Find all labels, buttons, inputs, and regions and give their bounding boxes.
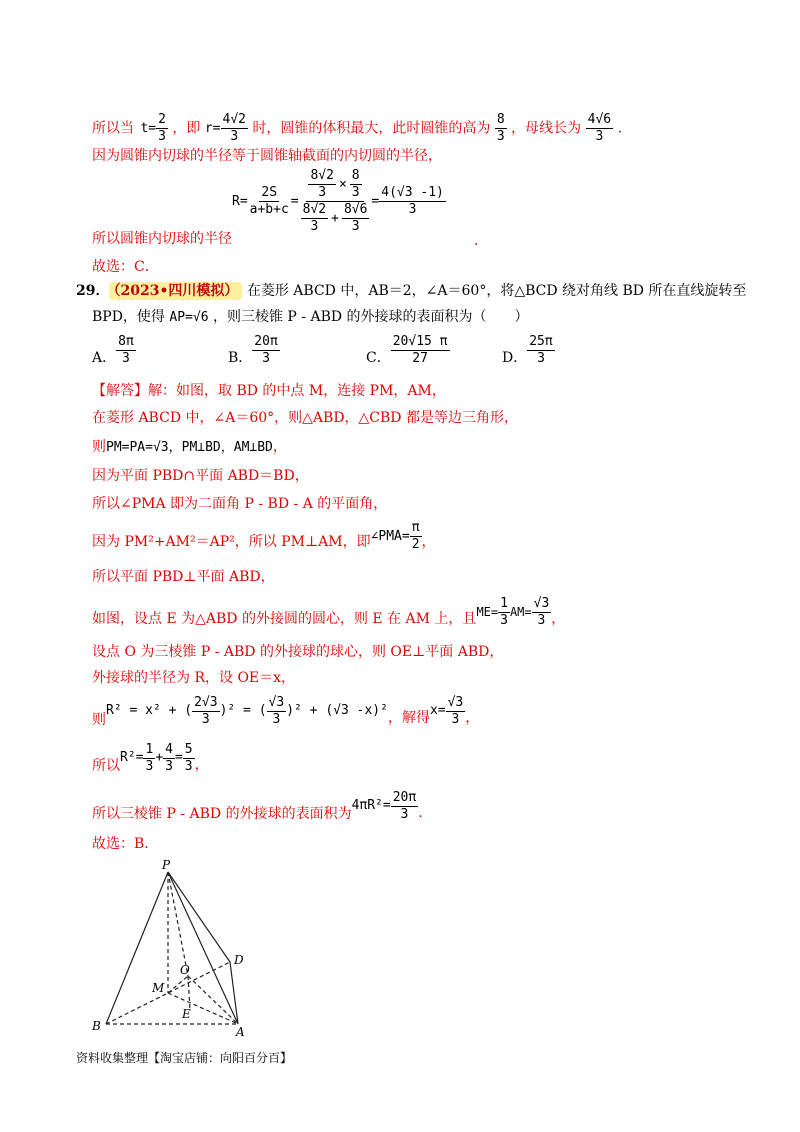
math: =	[174, 750, 183, 765]
solution-line-13	[92, 788, 423, 824]
big-den	[299, 202, 372, 235]
question-29-stem-1	[76, 281, 746, 301]
den: 3	[318, 185, 327, 200]
solution-line-12	[92, 740, 209, 776]
den: 3	[201, 711, 210, 727]
text: 所以三棱锥 P - ABD 的外接球的表面积为	[92, 806, 352, 822]
l-fraction	[586, 112, 613, 145]
t-label: t=	[140, 120, 157, 136]
option-label: B．	[228, 350, 253, 366]
frac	[391, 790, 418, 823]
text: 则	[92, 712, 106, 728]
den: 3	[496, 129, 505, 144]
big-num	[306, 168, 363, 202]
den: 3	[537, 350, 545, 366]
edge-PO	[168, 872, 188, 976]
option-c[interactable]	[366, 333, 450, 367]
footer-note: 资料收集整理【淘宝店铺：向阳百分百】	[76, 1051, 293, 1065]
num: √3	[447, 694, 464, 710]
option-label: A．	[92, 350, 117, 366]
frac	[379, 185, 446, 218]
text: 因为 PM²+AM²＝AP²，所以 PM⊥AM，即	[92, 534, 371, 550]
den: 3	[408, 202, 417, 217]
math: R²=	[120, 750, 144, 765]
solution-line-9: 设点 O 为三棱锥 P - ABD 的外接球的球心，则 OE⊥平面 ABD，	[92, 644, 504, 660]
frac	[391, 334, 450, 367]
den: 3	[537, 612, 546, 628]
text: 所以当	[92, 120, 134, 137]
text: =	[290, 194, 299, 209]
den: 3	[310, 219, 319, 234]
den: 3	[122, 350, 130, 366]
den: 3	[230, 129, 239, 144]
h-fraction	[495, 112, 507, 145]
label-M: M	[152, 981, 165, 995]
math: )² = (	[219, 703, 267, 718]
edge-OA	[188, 976, 238, 1024]
frac	[527, 334, 554, 367]
label-P: P	[162, 858, 171, 872]
text: ，母线长为	[511, 120, 582, 137]
solution-line-6	[92, 518, 436, 554]
frac	[532, 596, 552, 629]
text: 时，圆锥的体积最大，此时圆锥的高为	[252, 120, 491, 137]
frac	[308, 168, 335, 201]
source-badge: （2023•四川模拟）	[109, 282, 242, 300]
R-formula	[232, 168, 446, 235]
den: 3	[351, 185, 360, 200]
option-d[interactable]	[502, 333, 555, 367]
den: 3	[351, 219, 360, 234]
frac	[221, 112, 248, 145]
den: 3	[500, 612, 508, 628]
den: 3	[400, 806, 409, 822]
math: +	[155, 750, 164, 765]
question-number: 29．	[76, 283, 110, 299]
text: 则	[92, 439, 106, 455]
text: ，	[421, 534, 436, 550]
text: 所以	[92, 758, 120, 774]
den: 3	[145, 758, 154, 774]
text: .	[617, 120, 623, 137]
edge-MA	[168, 993, 238, 1024]
edge-MO	[168, 976, 188, 993]
frac	[116, 334, 136, 367]
label-O: O	[180, 963, 190, 977]
edge-PD	[168, 872, 230, 962]
solution-line-8	[92, 594, 565, 630]
r-label: r=	[204, 120, 221, 136]
num: 4(√3 -1)	[381, 185, 444, 200]
frac	[192, 695, 219, 728]
label-E: E	[182, 1007, 191, 1021]
solution-line-14: 故选：B．	[92, 836, 159, 852]
num: 8π	[118, 333, 134, 349]
num: 4	[165, 741, 173, 757]
text: R=	[232, 194, 248, 209]
num: 2S	[261, 185, 278, 200]
frac	[267, 695, 287, 728]
num: 8√2	[310, 168, 334, 183]
den: a+b+c	[249, 202, 289, 217]
den: 2	[411, 536, 420, 552]
solution-line-1: 【解答】解：如图，取 BD 的中点 M，连接 PM，AM，	[92, 383, 446, 399]
text: ，解得	[387, 710, 430, 726]
text: ，	[551, 611, 566, 627]
den: 3	[158, 129, 166, 144]
num: 8	[351, 168, 360, 183]
text: =	[371, 194, 380, 209]
num: 8	[496, 112, 505, 127]
den: 3	[262, 350, 270, 366]
math: R² = x² + (	[106, 703, 193, 718]
den: 27	[412, 350, 428, 366]
text: .	[474, 233, 479, 249]
num: 1	[500, 595, 508, 611]
frac	[342, 202, 369, 235]
option-a[interactable]	[92, 333, 136, 367]
den: 3	[272, 711, 281, 727]
math: 4πR²=	[351, 798, 391, 813]
text: ×	[338, 176, 347, 192]
math: ME=	[476, 605, 499, 619]
option-label: D．	[502, 350, 528, 366]
solution-line-4: 因为平面 PBD∩平面 ABD＝BD，	[92, 468, 309, 484]
text: .	[418, 805, 423, 821]
num: 5	[184, 741, 193, 757]
num: 8√2	[302, 202, 327, 217]
frac	[163, 742, 175, 775]
label-A: A	[236, 1025, 245, 1038]
text: BPD，使得	[92, 309, 165, 325]
big-fraction	[299, 168, 372, 235]
solution-line-11	[92, 690, 479, 732]
line-top-1	[92, 112, 622, 145]
edge-PA	[168, 872, 238, 1024]
frac	[410, 520, 422, 553]
den: 3	[451, 711, 460, 727]
text: ，	[465, 710, 480, 726]
option-b[interactable]	[228, 333, 280, 367]
text: +	[331, 210, 339, 226]
den: 3	[595, 129, 604, 144]
frac	[156, 112, 168, 145]
option-label: C．	[366, 350, 391, 366]
solution-line-7: 所以平面 PBD⊥平面 ABD，	[92, 569, 275, 585]
den: 3	[165, 758, 173, 774]
t-fraction	[140, 112, 167, 145]
line-top-2: 因为圆锥内切球的半径等于圆锥轴截面的内切圆的半径，	[92, 148, 442, 164]
text: ，	[194, 757, 209, 773]
num: 20π	[392, 789, 417, 805]
frac	[350, 168, 362, 201]
r-fraction	[205, 112, 248, 145]
frac	[143, 742, 155, 775]
solution-line-10: 外接球的半径为 R，设 OE＝x，	[92, 670, 296, 686]
edge-PB	[106, 872, 168, 1024]
frac	[183, 742, 195, 775]
num: π	[411, 519, 420, 535]
math: PM=PA=√3，PM⊥BD，AM⊥BD	[106, 440, 273, 455]
label-D: D	[234, 953, 244, 967]
prev-answer: 故选：C．	[92, 259, 159, 275]
math: ∠PMA=	[370, 529, 410, 544]
tetrahedron-figure	[84, 858, 264, 1038]
solution-line-2: 在菱形 ABCD 中，∠A＝60°，则△ABD，△CBD 都是等边三角形，	[92, 410, 518, 426]
solution-line-5: 所以∠PMA 即为二面角 P - BD - A 的平面角，	[92, 496, 388, 512]
edge-OE	[188, 976, 190, 1010]
num: 1	[145, 741, 154, 757]
text: ，	[272, 439, 287, 455]
text: ，则三棱锥 P - ABD 的外接球的表面积为（ ）	[212, 309, 529, 325]
math: AM=	[509, 605, 532, 619]
line-top-3	[92, 229, 232, 249]
den: 3	[184, 758, 193, 774]
math: AP=√6	[169, 310, 209, 325]
frac	[498, 596, 510, 629]
num: 4√6	[587, 112, 612, 127]
num: 20√15 π	[392, 333, 448, 349]
frac	[248, 185, 291, 218]
text: 在菱形 ABCD 中，AB＝2，∠A＝60°，将△BCD 绕对角线 BD 所在直线旋转至	[246, 283, 747, 299]
frac	[252, 334, 279, 367]
num: 25π	[529, 333, 553, 349]
solution-line-3	[92, 437, 287, 458]
num: 2	[158, 112, 166, 127]
num: 4√2	[222, 112, 246, 127]
text: 所以圆锥内切球的半径	[92, 231, 232, 247]
num: √3	[268, 694, 285, 710]
text: ，即	[172, 120, 201, 137]
label-B: B	[92, 1019, 101, 1033]
math: x=	[429, 703, 446, 718]
frac	[301, 202, 328, 235]
num: √3	[533, 595, 550, 611]
text: 如图，设点 E 为△ABD 的外接圆的圆心，则 E 在 AM 上，且	[92, 611, 477, 627]
frac	[446, 695, 466, 728]
math: )² + (√3 -x)²	[286, 703, 388, 718]
num: 8√6	[343, 202, 368, 217]
num: 20π	[254, 333, 278, 349]
question-29-stem-2	[92, 307, 529, 328]
num: 2√3	[194, 694, 218, 710]
